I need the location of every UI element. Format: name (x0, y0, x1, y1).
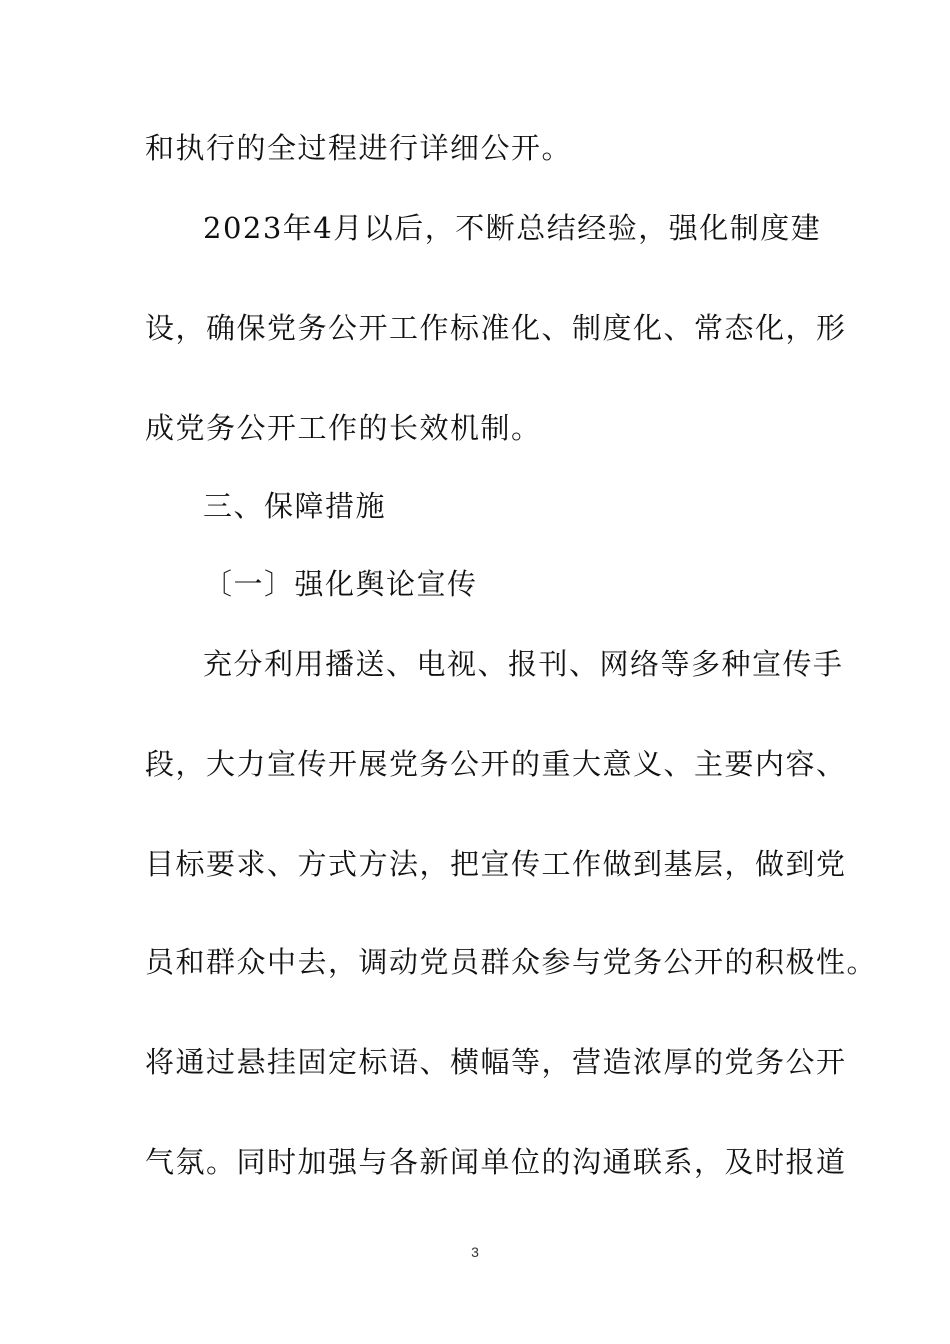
text-line: 段，大力宣传开展党务公开的重大意义、主要内容、 (145, 747, 847, 781)
text-line: 2023年4月以后，不断总结经验，强化制度建 (203, 211, 822, 245)
text-line: 将通过悬挂固定标语、横幅等，营造浓厚的党务公开 (145, 1045, 847, 1079)
text-line: 员和群众中去，调动党员群众参与党务公开的积极性。 (145, 945, 878, 979)
text-line: 设，确保党务公开工作标准化、制度化、常态化，形 (145, 311, 847, 345)
text-line: 充分利用播送、电视、报刊、网络等多种宣传手 (203, 647, 844, 681)
subsection-heading: 〔一〕强化舆论宣传 (203, 567, 478, 601)
text-line: 目标要求、方式方法，把宣传工作做到基层，做到党 (145, 847, 847, 881)
text-line: 成党务公开工作的长效机制。 (145, 411, 542, 445)
section-heading: 三、保障措施 (203, 489, 387, 523)
text-line: 气氛。同时加强与各新闻单位的沟通联系，及时报道 (145, 1145, 847, 1179)
page-number: 3 (471, 1244, 479, 1260)
text-line: 和执行的全过程进行详细公开。 (145, 131, 573, 165)
